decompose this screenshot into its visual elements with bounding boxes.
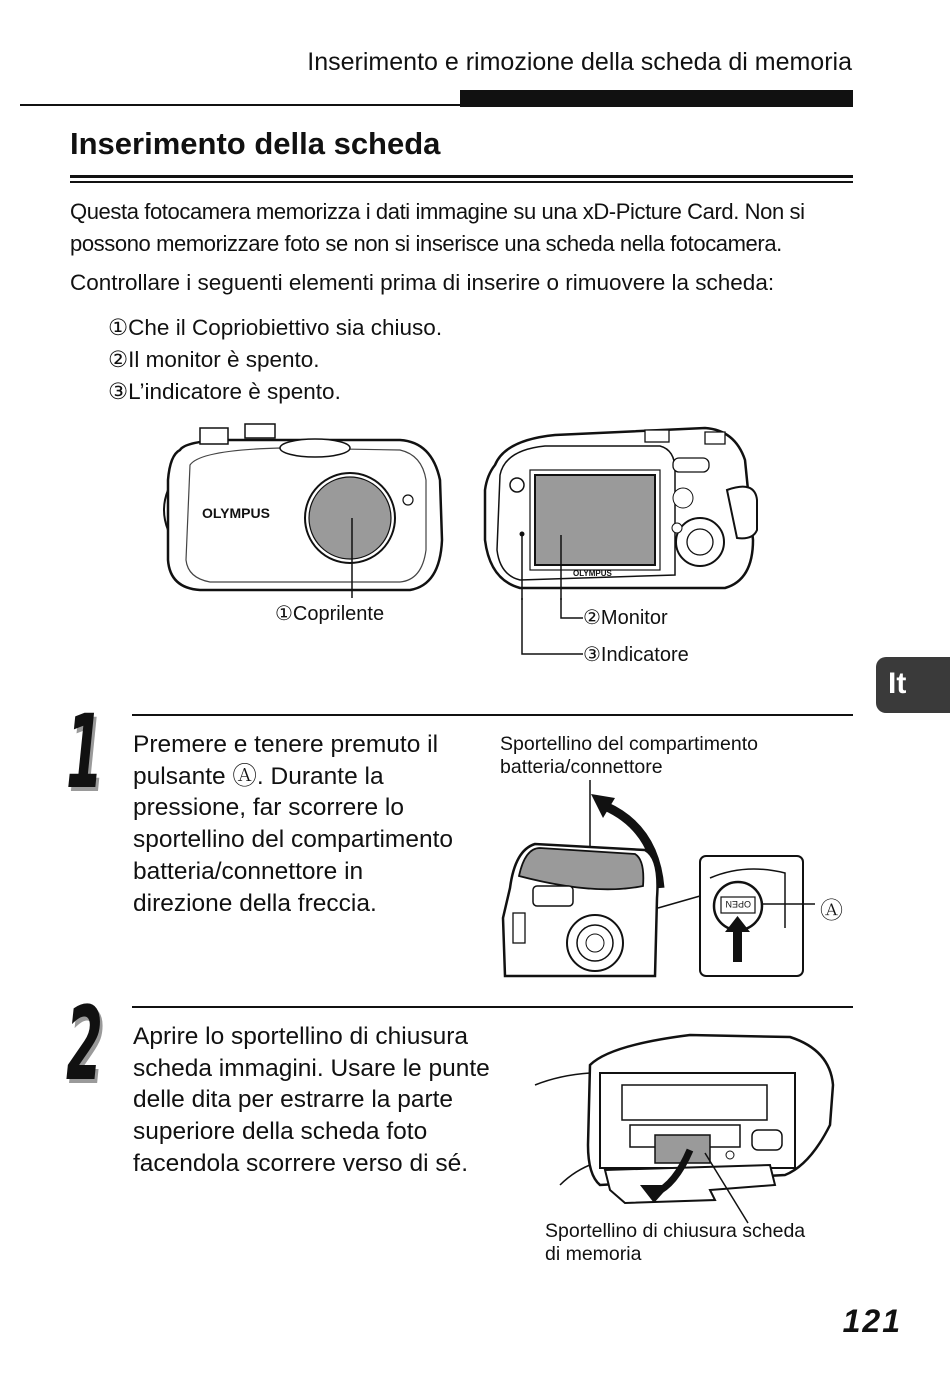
language-tab: It: [876, 657, 950, 713]
callout-lines: [475, 598, 595, 668]
step-rule: [132, 714, 853, 716]
camera-back-illustration: [475, 420, 765, 600]
step-line: pressione, far scorrere lo: [133, 794, 404, 822]
step-line: direzione della freccia.: [133, 889, 377, 917]
caption-line: Sportellino del compartimento: [500, 733, 758, 755]
intro-paragraph: Questa fotocamera memorizza i dati immagine su una xD-Picture Card. Non si possono memorizzare foto se non si inserisce una scheda nella fotocamera.: [70, 199, 805, 256]
step-line: Aprire lo sportellino di chiusura: [133, 1023, 468, 1050]
marker-a: Ⓐ: [820, 897, 843, 923]
card-slot-illustration: [530, 1025, 835, 1225]
figure-caption: [545, 1220, 805, 1266]
step-line: facendola scorrere verso di sé.: [133, 1149, 468, 1177]
checklist: [108, 312, 442, 408]
camera-front-illustration: [160, 420, 450, 600]
running-header: Inserimento e rimozione della scheda di memoria: [307, 48, 852, 76]
step-instructions: [133, 1021, 490, 1180]
open-label: OPEN: [725, 899, 751, 909]
checklist-item: ③L’indicatore è spento.: [108, 379, 341, 404]
caption-line: Sportellino di chiusura scheda: [545, 1220, 806, 1242]
page-number: 121: [842, 1303, 902, 1339]
brand-logo: OLYMPUS: [202, 505, 270, 521]
section-title: Inserimento della scheda: [70, 126, 441, 161]
checklist-item: ②Il monitor è spento.: [108, 347, 320, 372]
header-rule: [20, 104, 465, 106]
brand-logo: OLYMPUS: [573, 569, 612, 578]
step-line: delle dita per estrarre la parte: [133, 1086, 454, 1114]
header-bar: [460, 90, 853, 107]
battery-door-illustration: [495, 778, 815, 980]
caption-line: di memoria: [545, 1243, 642, 1265]
section-rule-bottom: [70, 181, 853, 183]
step-number: 1: [66, 693, 103, 812]
step-instructions: [133, 729, 453, 919]
label-indicator: ③Indicatore: [583, 644, 689, 666]
figure-caption: [500, 733, 758, 779]
checklist-item: ①Che il Copriobiettivo sia chiuso.: [108, 315, 443, 340]
checklist-lead: Controllare i seguenti elementi prima di inserire o rimuovere la scheda:: [70, 270, 775, 295]
caption-line: batteria/connettore: [500, 756, 663, 778]
step-line: batteria/connettore in: [133, 857, 364, 885]
label-lens-cover: ①Coprilente: [275, 603, 385, 625]
step-line: superiore della scheda foto: [133, 1118, 428, 1146]
section-rule-top: [70, 175, 853, 178]
step-line: pulsante Ⓐ. Durante la: [133, 762, 384, 790]
step-number: 2: [66, 985, 103, 1104]
step-line: sportellino del compartimento: [133, 826, 454, 854]
label-monitor: ②Monitor: [583, 607, 668, 629]
step-line: Premere e tenere premuto il: [133, 731, 439, 758]
step-rule: [132, 1006, 853, 1008]
step-line: scheda immagini. Usare le punte: [133, 1054, 490, 1082]
